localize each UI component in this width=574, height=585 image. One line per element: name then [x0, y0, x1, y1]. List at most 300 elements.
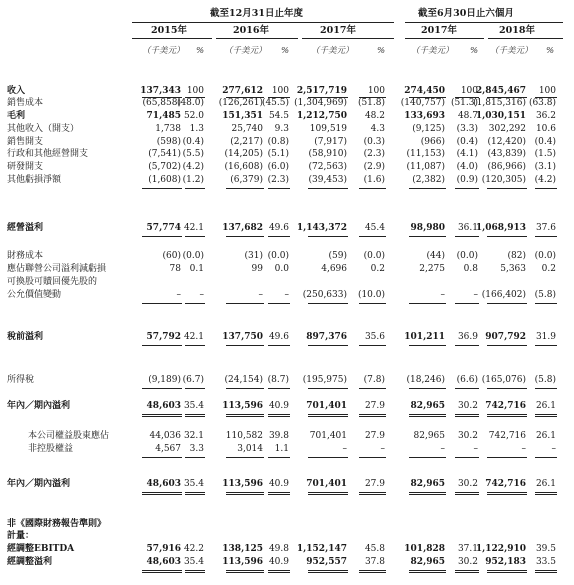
cell-16-5: 27.9	[364, 431, 385, 441]
rule-after-pretax-5	[359, 345, 386, 346]
rule-after-adjusted-4	[308, 570, 348, 573]
cell-21-1: 42.2	[183, 544, 204, 554]
cell-16-0: 44,036	[149, 431, 181, 441]
cell-4-6: (966)	[420, 137, 445, 147]
rule-before-cost-6	[409, 97, 446, 98]
cell-8-9: 37.6	[535, 223, 556, 233]
rule-after-pretax-9	[535, 345, 557, 346]
rule-after-profit1-8	[487, 414, 527, 417]
cell-3-3: 9.3	[274, 124, 289, 134]
rule-after-other-loss-4	[308, 188, 348, 189]
rule-after-op-profit-7	[455, 236, 479, 237]
row-label-5: 行政和其他經營開支	[7, 149, 89, 159]
cell-16-7: 30.2	[457, 431, 478, 441]
header-year-rule-1	[216, 38, 298, 39]
cell-18-7: 30.2	[457, 479, 478, 489]
cell-12-4: (250,633)	[302, 290, 347, 300]
cell-7-9: (4.2)	[534, 175, 556, 185]
rule-after-adjusted-3	[268, 570, 290, 573]
cell-1-3: (45.5)	[261, 98, 289, 108]
rule-after-adjusted-0	[142, 570, 182, 573]
cell-3-9: 10.6	[535, 124, 556, 134]
header-year-3: 2017年	[421, 25, 457, 36]
row-label-21: 經調整EBITDA	[7, 544, 75, 554]
cell-6-1: (4.2)	[182, 162, 204, 172]
rule-after-op-profit-5	[359, 236, 386, 237]
rule-after-fair-value-2	[226, 303, 264, 304]
rule-after-pretax-6	[409, 345, 446, 346]
cell-3-7: (3.3)	[456, 124, 478, 134]
cell-14-9: (5.8)	[534, 375, 556, 385]
cell-17-8: –	[521, 444, 526, 454]
cell-22-7: 30.2	[457, 557, 478, 567]
rule-after-adjusted-5	[359, 570, 386, 573]
rule-after-tax-1	[185, 388, 205, 389]
cell-17-0: 4,567	[155, 444, 181, 454]
row-label-7: 其他虧損淨額	[7, 175, 62, 185]
cell-22-6: 82,965	[410, 557, 445, 567]
rule-after-tax-2	[226, 388, 264, 389]
cell-7-7: (0.9)	[456, 175, 478, 185]
cell-0-7: 100	[460, 86, 478, 96]
cell-17-9: –	[551, 444, 556, 454]
cell-1-6: (140,757)	[400, 98, 445, 108]
cell-7-8: (120,305)	[481, 175, 526, 185]
cell-10-9: 0.2	[541, 264, 556, 274]
cell-15-3: 40.9	[268, 401, 289, 411]
header-year-rule-0	[132, 38, 212, 39]
cell-14-0: (9,189)	[148, 375, 181, 385]
cell-16-2: 110,582	[225, 431, 263, 441]
cell-13-0: 57,792	[146, 332, 181, 342]
row-label-18: 年內／期內溢利	[7, 479, 71, 489]
cell-15-6: 82,965	[410, 401, 445, 411]
cell-4-8: (12,420)	[487, 137, 526, 147]
row-label-17: 非控股權益	[28, 444, 74, 454]
cell-0-9: 100	[538, 86, 556, 96]
cell-1-2: (126,261)	[218, 98, 263, 108]
row-label-14: 所得稅	[7, 375, 35, 385]
cell-5-8: (43,839)	[487, 149, 526, 159]
cell-15-8: 742,716	[485, 401, 526, 411]
rule-after-other-loss-7	[455, 188, 479, 189]
rule-after-profit1-5	[359, 414, 386, 417]
cell-5-3: (5.1)	[267, 149, 289, 159]
rule-after-other-loss-8	[487, 188, 527, 189]
rule-after-fair-value-8	[487, 303, 527, 304]
rule-after-tax-3	[268, 388, 290, 389]
rule-before-cost-1	[185, 97, 205, 98]
cell-18-2: 113,596	[222, 479, 263, 489]
cell-7-3: (2.3)	[267, 175, 289, 185]
header-rule-year	[132, 22, 394, 23]
rule-after-adjusted-1	[185, 570, 205, 573]
header-pct-3: %	[470, 46, 479, 56]
cell-14-1: (6.7)	[182, 375, 204, 385]
row-label-4: 銷售開支	[7, 137, 44, 147]
row-label-19: 非《國際財務報告準則》	[7, 519, 107, 529]
cell-13-7: 36.9	[457, 332, 478, 342]
rule-after-other-loss-0	[142, 188, 182, 189]
cell-21-6: 101,828	[404, 544, 445, 554]
rule-after-minority-4	[308, 457, 348, 458]
row-label-16: 本公司權益股東應佔	[28, 431, 110, 441]
cell-14-5: (7.8)	[363, 375, 385, 385]
cell-1-4: (1,304,969)	[294, 98, 347, 108]
rule-after-adjusted-2	[226, 570, 264, 573]
header-year-2: 2017年	[320, 25, 356, 36]
cell-16-3: 39.8	[268, 431, 289, 441]
cell-0-8: 2,845,467	[475, 86, 526, 96]
row-label-11: 可換股可贖回優先股的	[7, 277, 98, 287]
cell-18-3: 40.9	[268, 479, 289, 489]
cell-0-2: 277,612	[222, 86, 263, 96]
cell-6-2: (16,608)	[224, 162, 263, 172]
header-pct-2: %	[377, 46, 386, 56]
rule-after-pretax-0	[142, 345, 182, 346]
cell-16-8: 742,716	[488, 431, 526, 441]
cell-22-4: 952,557	[306, 557, 347, 567]
cell-10-7: 0.8	[463, 264, 478, 274]
cell-8-1: 42.1	[183, 223, 204, 233]
rule-after-profit1-0	[142, 414, 182, 417]
cell-15-7: 30.2	[457, 401, 478, 411]
cell-21-9: 39.5	[535, 544, 556, 554]
rule-after-profit1-9	[535, 414, 557, 417]
cell-13-2: 137,750	[222, 332, 263, 342]
cell-12-8: (166,402)	[481, 290, 526, 300]
cell-9-5: (0.0)	[363, 251, 385, 261]
row-label-1: 銷售成本	[7, 98, 44, 108]
cell-6-6: (11,087)	[406, 162, 445, 172]
rule-after-pretax-8	[487, 345, 527, 346]
cell-10-4: 4,696	[321, 264, 347, 274]
cell-13-4: 897,376	[306, 332, 347, 342]
rule-after-op-profit-3	[268, 236, 290, 237]
rule-before-cost-7	[455, 97, 479, 98]
rule-after-other-loss-6	[409, 188, 446, 189]
cell-21-2: 138,125	[222, 544, 263, 554]
cell-2-1: 52.0	[183, 111, 204, 121]
cell-4-4: (7,917)	[314, 137, 347, 147]
rule-after-fair-value-7	[455, 303, 479, 304]
cell-21-4: 1,152,147	[296, 544, 347, 554]
cell-1-9: (63.8)	[528, 98, 556, 108]
cell-8-4: 1,143,372	[296, 223, 347, 233]
cell-16-9: 26.1	[535, 431, 556, 441]
cell-5-0: (7,541)	[148, 149, 181, 159]
cell-14-2: (24,154)	[224, 375, 263, 385]
rule-after-profit2-5	[359, 492, 386, 495]
rule-before-cost-2	[226, 97, 264, 98]
header-period-year: 截至12月31日止年度	[210, 8, 303, 19]
rule-after-profit1-7	[455, 414, 479, 417]
rule-after-profit1-6	[409, 414, 446, 417]
cell-21-8: 1,122,910	[475, 544, 526, 554]
rule-after-minority-6	[409, 457, 446, 458]
header-year-rule-4	[488, 38, 563, 39]
cell-21-3: 49.8	[268, 544, 289, 554]
cell-17-5: –	[380, 444, 385, 454]
rule-after-pretax-7	[455, 345, 479, 346]
cell-22-5: 37.8	[364, 557, 385, 567]
cell-12-9: (5.8)	[534, 290, 556, 300]
header-rule-six-month	[405, 22, 563, 23]
cell-13-3: 49.6	[268, 332, 289, 342]
cell-8-8: 1,068,913	[475, 223, 526, 233]
rule-before-cost-3	[268, 97, 290, 98]
cell-14-8: (165,076)	[481, 375, 526, 385]
cell-5-6: (11,153)	[406, 149, 445, 159]
rule-before-cost-0	[142, 97, 182, 98]
cell-3-5: 4.3	[370, 124, 385, 134]
cell-3-6: (9,125)	[412, 124, 445, 134]
cell-5-2: (14,205)	[224, 149, 263, 159]
rule-after-op-profit-2	[226, 236, 264, 237]
cell-12-6: –	[440, 290, 445, 300]
cell-5-7: (4.1)	[456, 149, 478, 159]
cell-3-4: 109,519	[309, 124, 347, 134]
rule-after-other-loss-5	[359, 188, 386, 189]
row-label-15: 年內／期內溢利	[7, 401, 71, 411]
cell-3-2: 25,740	[231, 124, 263, 134]
cell-13-6: 101,211	[404, 332, 445, 342]
row-label-3: 其他收入（開支）	[7, 124, 80, 134]
header-year-1: 2016年	[233, 25, 269, 36]
cell-8-7: 36.1	[457, 223, 478, 233]
cell-9-2: (31)	[244, 251, 263, 261]
cell-1-5: (51.8)	[357, 98, 385, 108]
cell-2-0: 71,485	[146, 111, 181, 121]
cell-1-8: (1,815,316)	[473, 98, 526, 108]
rule-after-op-profit-8	[487, 236, 527, 237]
rule-after-profit2-0	[142, 492, 182, 495]
row-label-12: 公允價值變動	[7, 290, 62, 300]
cell-22-2: 113,596	[222, 557, 263, 567]
cell-22-3: 40.9	[268, 557, 289, 567]
header-year-4: 2018年	[499, 25, 535, 36]
cell-9-4: (59)	[328, 251, 347, 261]
cell-0-3: 100	[271, 86, 289, 96]
rule-before-cost-9	[535, 97, 557, 98]
rule-after-adjusted-6	[409, 570, 446, 573]
cell-12-7: –	[473, 290, 478, 300]
row-label-9: 財務成本	[7, 251, 44, 261]
rule-after-profit2-4	[308, 492, 348, 495]
cell-4-7: (0.4)	[456, 137, 478, 147]
cell-15-1: 35.4	[183, 401, 204, 411]
cell-8-5: 45.4	[364, 223, 385, 233]
cell-4-2: (2,217)	[230, 137, 263, 147]
rule-before-cost-5	[359, 97, 386, 98]
cell-9-9: (0.0)	[534, 251, 556, 261]
rule-after-profit2-3	[268, 492, 290, 495]
header-pct-4: %	[546, 46, 555, 56]
rule-after-profit1-1	[185, 414, 205, 417]
cell-8-6: 98,980	[410, 223, 445, 233]
cell-17-1: 3.3	[189, 444, 204, 454]
row-label-20: 計量：	[7, 531, 35, 541]
rule-after-tax-5	[359, 388, 386, 389]
header-unit-0: （千美元）	[142, 46, 185, 56]
row-label-22: 經調整溢利	[7, 557, 53, 567]
rule-after-op-profit-1	[185, 236, 205, 237]
cell-7-6: (2,382)	[412, 175, 445, 185]
cell-17-2: 3,014	[237, 444, 263, 454]
rule-after-profit1-2	[226, 414, 264, 417]
cell-18-9: 26.1	[535, 479, 556, 489]
rule-after-tax-4	[308, 388, 348, 389]
header-unit-1: （千美元）	[224, 46, 267, 56]
cell-8-2: 137,682	[222, 223, 263, 233]
rule-after-tax-0	[142, 388, 182, 389]
cell-2-9: 36.2	[535, 111, 556, 121]
rule-after-op-profit-4	[308, 236, 348, 237]
cell-2-8: 1,030,151	[475, 111, 526, 121]
rule-after-fair-value-6	[409, 303, 446, 304]
cell-1-0: (65,858)	[142, 98, 181, 108]
cell-10-1: 0.1	[189, 264, 204, 274]
rule-after-fair-value-5	[359, 303, 386, 304]
cell-18-1: 35.4	[183, 479, 204, 489]
cell-15-0: 48,603	[146, 401, 181, 411]
rule-after-fair-value-3	[268, 303, 290, 304]
cell-7-1: (1.2)	[182, 175, 204, 185]
cell-18-4: 701,401	[306, 479, 347, 489]
cell-1-1: (48.0)	[176, 98, 204, 108]
cell-15-2: 113,596	[222, 401, 263, 411]
cell-16-1: 32.1	[183, 431, 204, 441]
cell-14-4: (195,975)	[302, 375, 347, 385]
cell-2-2: 151,351	[222, 111, 263, 121]
cell-12-2: –	[258, 290, 263, 300]
cell-17-3: 1.1	[274, 444, 289, 454]
cell-4-0: (598)	[156, 137, 181, 147]
cell-12-3: –	[284, 290, 289, 300]
cell-15-5: 27.9	[364, 401, 385, 411]
rule-after-minority-0	[142, 457, 182, 458]
cell-22-1: 35.4	[183, 557, 204, 567]
row-label-2: 毛利	[7, 111, 26, 121]
cell-14-6: (18,246)	[406, 375, 445, 385]
header-year-rule-3	[405, 38, 484, 39]
header-unit-4: （千美元）	[490, 46, 533, 56]
cell-0-5: 100	[367, 86, 385, 96]
rule-after-minority-5	[359, 457, 386, 458]
cell-10-3: 0.0	[274, 264, 289, 274]
row-label-13: 稅前溢利	[7, 332, 44, 342]
cell-0-6: 274,450	[404, 86, 445, 96]
cell-5-5: (2.3)	[363, 149, 385, 159]
rule-after-other-loss-2	[226, 188, 264, 189]
cell-9-3: (0.0)	[267, 251, 289, 261]
cell-0-1: 100	[186, 86, 204, 96]
cell-2-7: 48.7	[457, 111, 478, 121]
cell-17-7: –	[473, 444, 478, 454]
rule-after-minority-1	[185, 457, 205, 458]
cell-6-3: (6.0)	[267, 162, 289, 172]
cell-2-6: 133,693	[404, 111, 445, 121]
cell-16-6: 82,965	[413, 431, 445, 441]
cell-10-0: 78	[169, 264, 181, 274]
rule-after-profit2-1	[185, 492, 205, 495]
cell-9-1: (0.0)	[182, 251, 204, 261]
cell-0-4: 2,517,719	[296, 86, 347, 96]
cell-9-7: (0.0)	[456, 251, 478, 261]
cell-13-8: 907,792	[485, 332, 526, 342]
cell-12-1: –	[199, 290, 204, 300]
cell-6-0: (5,702)	[148, 162, 181, 172]
header-pct-0: %	[196, 46, 205, 56]
cell-7-0: (1,608)	[148, 175, 181, 185]
cell-17-4: –	[342, 444, 347, 454]
header-year-rule-2	[302, 38, 394, 39]
rule-after-pretax-4	[308, 345, 348, 346]
header-pct-1: %	[281, 46, 290, 56]
rule-after-minority-9	[535, 457, 557, 458]
rule-after-other-loss-9	[535, 188, 557, 189]
rule-after-profit1-3	[268, 414, 290, 417]
cell-21-0: 57,916	[146, 544, 181, 554]
rule-after-op-profit-9	[535, 236, 557, 237]
rule-after-op-profit-0	[142, 236, 182, 237]
cell-5-9: (1.5)	[534, 149, 556, 159]
row-label-6: 研發開支	[7, 162, 44, 172]
cell-4-1: (0.4)	[182, 137, 204, 147]
rule-after-minority-7	[455, 457, 479, 458]
row-label-0: 收入	[7, 86, 26, 96]
cell-14-7: (6.6)	[456, 375, 478, 385]
cell-21-5: 45.8	[364, 544, 385, 554]
rule-after-tax-8	[487, 388, 527, 389]
cell-3-8: 302,292	[488, 124, 526, 134]
rule-after-profit2-8	[487, 492, 527, 495]
rule-after-fair-value-0	[142, 303, 182, 304]
cell-21-7: 37.1	[457, 544, 478, 554]
cell-22-0: 48,603	[146, 557, 181, 567]
cell-15-9: 26.1	[535, 401, 556, 411]
rule-after-adjusted-7	[455, 570, 479, 573]
rule-after-profit2-2	[226, 492, 264, 495]
header-year-0: 2015年	[151, 25, 187, 36]
cell-1-7: (51.3)	[450, 98, 478, 108]
rule-before-cost-8	[487, 97, 527, 98]
cell-4-5: (0.3)	[363, 137, 385, 147]
cell-7-4: (39,453)	[308, 175, 347, 185]
cell-5-4: (58,910)	[308, 149, 347, 159]
rule-after-adjusted-8	[487, 570, 527, 573]
cell-18-0: 48,603	[146, 479, 181, 489]
rule-after-tax-7	[455, 388, 479, 389]
cell-6-7: (4.0)	[456, 162, 478, 172]
cell-9-0: (60)	[162, 251, 181, 261]
rule-after-profit2-7	[455, 492, 479, 495]
cell-4-9: (0.4)	[534, 137, 556, 147]
cell-10-8: 5,363	[500, 264, 526, 274]
cell-7-5: (1.6)	[363, 175, 385, 185]
cell-10-6: 2,275	[419, 264, 445, 274]
cell-5-1: (5.5)	[182, 149, 204, 159]
rule-after-minority-8	[487, 457, 527, 458]
cell-13-9: 31.9	[535, 332, 556, 342]
cell-16-4: 701,401	[309, 431, 347, 441]
rule-after-op-profit-6	[409, 236, 446, 237]
cell-2-5: 48.2	[364, 111, 385, 121]
cell-12-5: (10.0)	[357, 290, 385, 300]
cell-2-3: 54.5	[268, 111, 289, 121]
cell-18-8: 742,716	[485, 479, 526, 489]
cell-10-5: 0.2	[370, 264, 385, 274]
